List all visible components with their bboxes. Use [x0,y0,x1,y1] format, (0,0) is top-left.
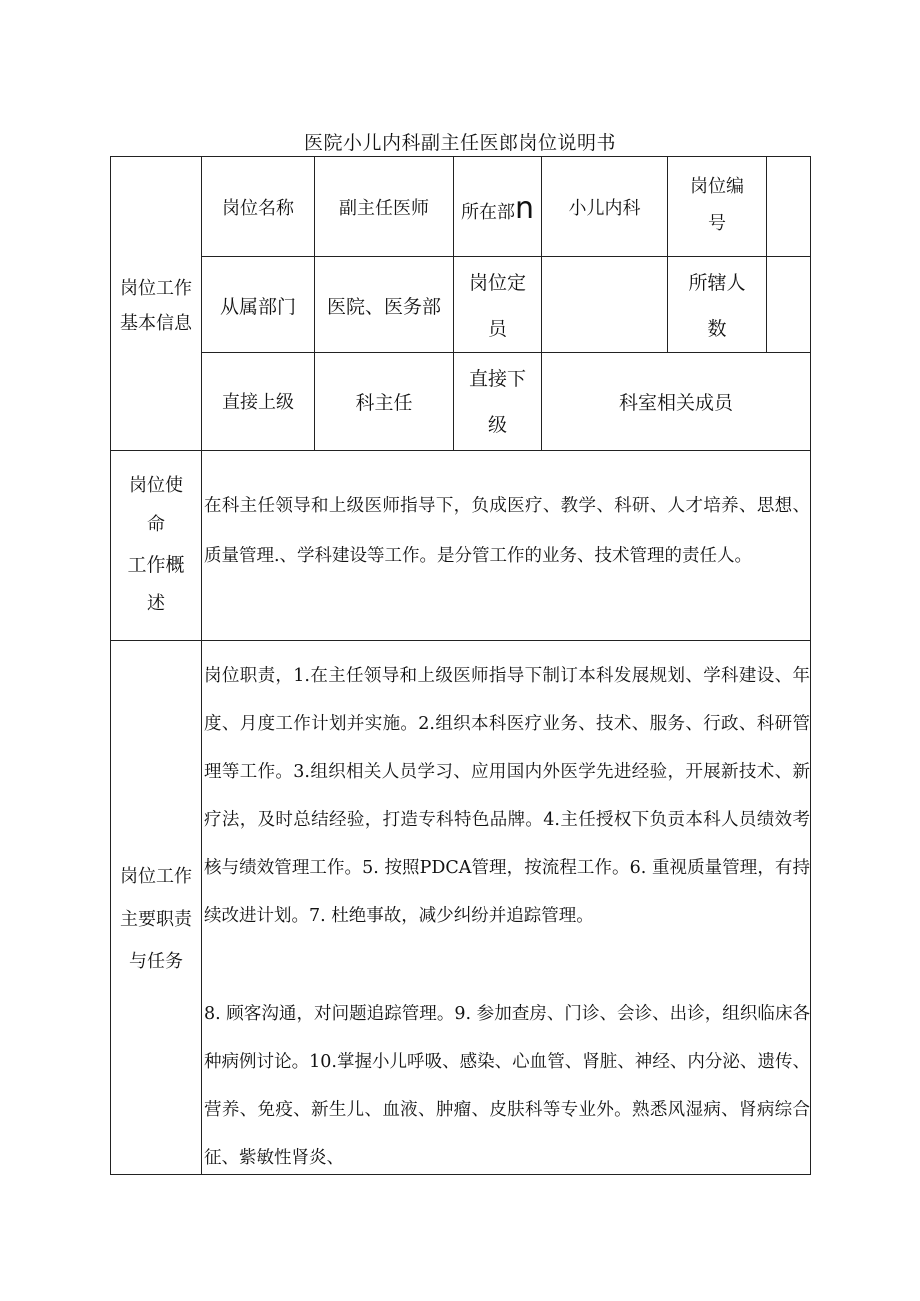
duties-label-line3: 与任务 [129,951,183,973]
headcount-label-line1: 岗位定 [468,271,526,294]
row-divider [201,256,810,257]
duties-paragraph-2: 8. 顾客沟通，对问题追踪管理。9. 参加查房、门诊、会诊、出诊，组织临床各种病例讨论。10.掌握小儿呼吸、感染、心血管、肾脏、神经、内分泌、遗传、营养、免疫、新生儿、血液、肿瘤、皮肤科等专业外。熟悉风湿病、肾病综合征、紫敏性肾炎、 [204,1004,810,1168]
duties-paragraph-1: 岗位职责，1.在主任领导和上级医师指导下制订本科发展规划、学科建设、年度、月度工作计划并实施。2.组织本科医疗业务、技术、服务、行政、科研管理等工作。3.组织相关人员学习、应用国内外医学先进经验，开展新技术、新疗法，及时总结经验，打造专科特色品牌。4.主任授权下负贡本科人员绩效考核与绩效管理工作。5. 按照PDCA管理，按流程工作。6. 重视质量管理，有持续改进计划。7. 杜绝事故，减少纠纷并追踪管理。 [204,666,810,926]
direct-superior-value: 科主任 [355,391,413,414]
position-code-value [767,186,810,232]
page-title: 医院小儿内科副主任医郎岗位说明书 [303,132,616,154]
headcount-label-line2: 员 [487,318,507,340]
basic-info-section-label [111,257,201,357]
affiliated-dept-label: 从属部门 [219,295,296,318]
duties-section-label [111,850,201,990]
row-divider [110,640,810,641]
direct-subordinate-label [454,358,541,446]
position-code-label-line1: 岗位编 [690,176,744,198]
mission-text: 在科主任领导和上级医师指导下，负成医疗、教学、科研、人才培养、思想、质量管理.、学科建设等工作。是分管工作的业务、技术管理的责任人。 [204,496,810,566]
subordinates-count-label-line1: 所辖人 [688,271,746,294]
duties-label-line2: 主要职责 [120,908,192,930]
headcount-value [542,284,667,330]
mission-label-line3: 工作概 [127,553,185,576]
department-label [454,190,541,236]
department-value: 小儿内科 [568,197,641,219]
subordinates-count-label [668,262,766,350]
position-code-label [668,166,766,246]
position-code-label-line2: 号 [708,213,726,234]
mission-section-label [111,451,201,640]
department-label-text: 所在部 [460,201,515,223]
position-name-value: 副主任医师 [339,197,429,219]
direct-superior-label: 直接上级 [222,391,294,413]
affiliated-dept-value: 医院、医务部 [326,295,441,318]
basic-info-label-line1: 岗位工作 [120,278,192,300]
mission-label-line1: 岗位使 [129,475,183,497]
mission-label-line2: 命 [147,513,165,535]
headcount-label [454,262,541,350]
subordinates-count-value [767,284,810,330]
row-divider [110,450,810,451]
position-name-label: 岗位名称 [222,197,294,219]
direct-subordinate-label-line2: 级 [487,414,507,436]
duties-label-line1: 岗位工作 [120,865,192,887]
department-label-suffix: n [514,191,534,226]
direct-subordinate-value: 科室相关成员 [618,391,733,414]
row-divider [201,352,810,353]
basic-info-label-line2: 基本信息 [120,313,192,334]
direct-subordinate-label-line1: 直接下 [468,367,526,390]
subordinates-count-label-line2: 数 [707,318,727,340]
mission-label-line4: 述 [147,593,165,615]
